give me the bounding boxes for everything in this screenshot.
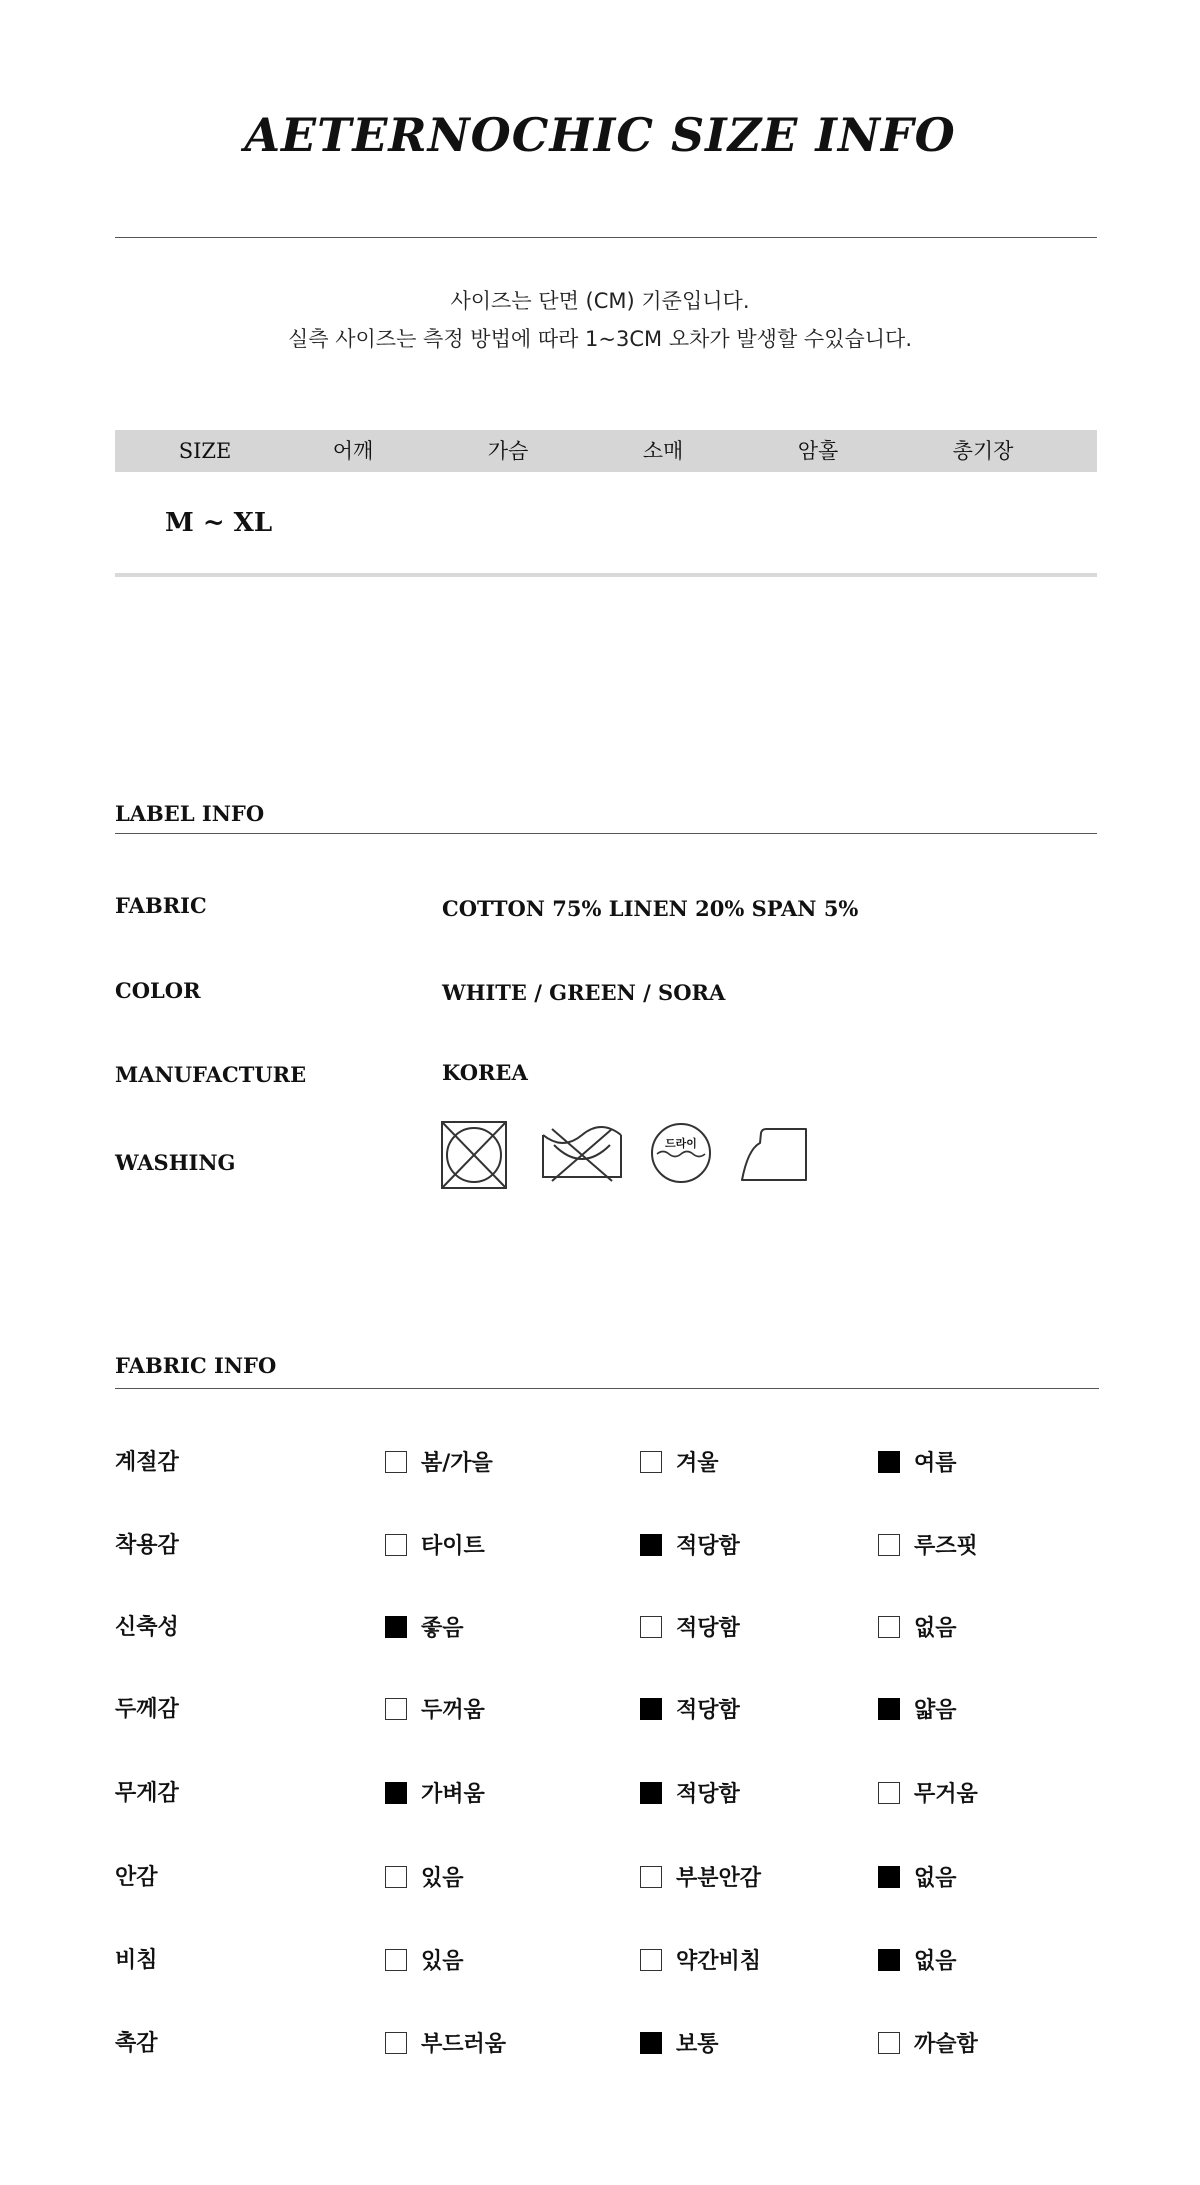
fabric-option-label: 있음 xyxy=(421,1866,464,1891)
fabric-info-title: FABRIC INFO xyxy=(115,1353,277,1378)
fabric-attribute-label: 비침 xyxy=(115,1948,158,1973)
unchecked-checkbox xyxy=(878,1616,900,1638)
fabric-attribute-label: 무게감 xyxy=(115,1781,179,1806)
unchecked-checkbox xyxy=(385,1534,407,1556)
fabric-attribute-label: 안감 xyxy=(115,1865,158,1890)
checked-checkbox xyxy=(878,1698,900,1720)
fabric-option-label: 가벼움 xyxy=(421,1782,485,1807)
iron-icon xyxy=(740,1125,810,1183)
fabric-option-label: 적당함 xyxy=(676,1616,740,1641)
column-header-total-length: 총기장 xyxy=(952,439,1014,463)
size-range-cell: M ~ XL xyxy=(165,508,273,538)
fabric-option-label: 적당함 xyxy=(676,1782,740,1807)
fabric-label: FABRIC xyxy=(115,893,207,918)
fabric-option-label: 없음 xyxy=(914,1949,957,1974)
column-header-shoulder: 어깨 xyxy=(332,439,374,463)
fabric-attribute-label: 신축성 xyxy=(115,1615,179,1640)
unchecked-checkbox xyxy=(385,1949,407,1971)
unchecked-checkbox xyxy=(640,1616,662,1638)
size-note-unit: 사이즈는 단면 (CM) 기준입니다. xyxy=(450,289,750,313)
unchecked-checkbox xyxy=(640,1451,662,1473)
no-hand-wash-icon xyxy=(540,1125,624,1185)
checked-checkbox xyxy=(878,1866,900,1888)
dry-clean-label: 드라이 xyxy=(665,1137,697,1150)
manufacture-value: KOREA xyxy=(442,1060,528,1085)
fabric-option-label: 적당함 xyxy=(676,1534,740,1559)
fabric-option-label: 두꺼움 xyxy=(421,1698,485,1723)
fabric-option-label: 까슬함 xyxy=(914,2032,978,2057)
column-header-armhole: 암홀 xyxy=(797,439,839,463)
checked-checkbox xyxy=(385,1616,407,1638)
unchecked-checkbox xyxy=(878,1534,900,1556)
size-note-tolerance: 실측 사이즈는 측정 방법에 따라 1~3CM 오차가 발생할 수있습니다. xyxy=(287,327,913,351)
column-header-sleeve: 소매 xyxy=(642,439,684,463)
fabric-attribute-label: 계절감 xyxy=(115,1450,179,1475)
fabric-option-label: 봄/가을 xyxy=(421,1451,493,1476)
fabric-option-label: 없음 xyxy=(914,1866,957,1891)
divider xyxy=(115,237,1097,238)
fabric-option-label: 부드러움 xyxy=(421,2032,507,2057)
color-value: WHITE / GREEN / SORA xyxy=(442,980,726,1005)
checked-checkbox xyxy=(640,2032,662,2054)
fabric-option-label: 타이트 xyxy=(421,1534,485,1559)
unchecked-checkbox xyxy=(878,1782,900,1804)
fabric-option-label: 보통 xyxy=(676,2032,719,2057)
column-header-chest: 가슴 xyxy=(487,439,529,463)
fabric-option-label: 좋음 xyxy=(421,1616,464,1641)
checked-checkbox xyxy=(640,1534,662,1556)
washing-label: WASHING xyxy=(115,1150,236,1175)
fabric-option-label: 무거움 xyxy=(914,1782,978,1807)
fabric-info-rule xyxy=(115,1388,1099,1389)
size-table-header xyxy=(115,430,1097,472)
label-info-title: LABEL INFO xyxy=(115,801,265,826)
color-label: COLOR xyxy=(115,978,201,1003)
unchecked-checkbox xyxy=(640,1949,662,1971)
unchecked-checkbox xyxy=(878,2032,900,2054)
column-header-size: SIZE xyxy=(178,439,232,463)
fabric-attribute-label: 두께감 xyxy=(115,1697,179,1722)
no-tumble-dry-icon xyxy=(440,1120,508,1190)
table-bottom-rule xyxy=(115,573,1097,577)
fabric-option-label: 있음 xyxy=(421,1949,464,1974)
fabric-attribute-label: 착용감 xyxy=(115,1533,179,1558)
checked-checkbox xyxy=(640,1698,662,1720)
fabric-option-label: 여름 xyxy=(914,1451,957,1476)
fabric-option-label: 없음 xyxy=(914,1616,957,1641)
manufacture-label: MANUFACTURE xyxy=(115,1062,307,1087)
fabric-option-label: 약간비침 xyxy=(676,1949,762,1974)
label-info-rule xyxy=(115,833,1097,834)
page-title: AETERNOCHIC SIZE INFO xyxy=(244,108,956,162)
fabric-option-label: 적당함 xyxy=(676,1698,740,1723)
unchecked-checkbox xyxy=(385,1698,407,1720)
unchecked-checkbox xyxy=(385,1866,407,1888)
dry-clean-icon xyxy=(650,1122,712,1184)
fabric-option-label: 부분안감 xyxy=(676,1866,762,1891)
fabric-option-label: 겨울 xyxy=(676,1451,719,1476)
fabric-attribute-label: 촉감 xyxy=(115,2031,158,2056)
unchecked-checkbox xyxy=(385,2032,407,2054)
fabric-value: COTTON 75% LINEN 20% SPAN 5% xyxy=(442,896,859,921)
checked-checkbox xyxy=(385,1782,407,1804)
fabric-option-label: 얇음 xyxy=(914,1698,957,1723)
unchecked-checkbox xyxy=(385,1451,407,1473)
checked-checkbox xyxy=(878,1949,900,1971)
checked-checkbox xyxy=(640,1782,662,1804)
fabric-option-label: 루즈핏 xyxy=(914,1534,978,1559)
unchecked-checkbox xyxy=(640,1866,662,1888)
checked-checkbox xyxy=(878,1451,900,1473)
